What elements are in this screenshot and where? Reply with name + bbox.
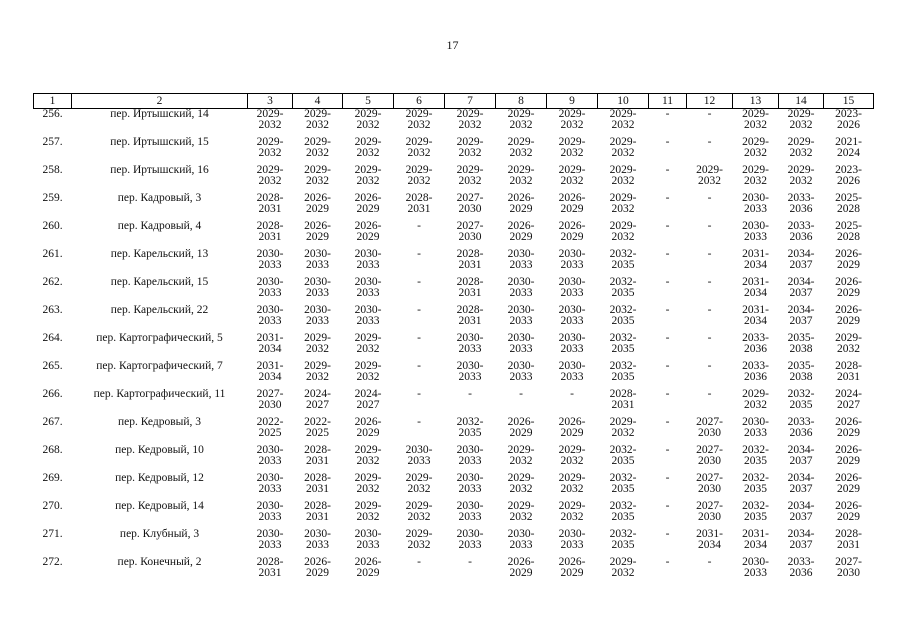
period-cell: 2028- 2031 <box>405 192 433 215</box>
street-address: пер. Кадровый, 3 <box>117 192 202 204</box>
period-cell: - <box>417 248 421 260</box>
period-cell: - <box>570 388 574 400</box>
period-cell: - <box>417 304 421 316</box>
period-cell: - <box>417 388 421 400</box>
period-cell: 2029- 2032 <box>609 556 637 579</box>
period-cell: 2029- 2032 <box>405 500 433 523</box>
period-cell: 2032- 2035 <box>456 416 484 439</box>
period-cell: 2033- 2036 <box>742 360 769 383</box>
period-cell: 2031- 2034 <box>742 528 769 551</box>
street-address: пер. Карельский, 15 <box>110 276 209 288</box>
period-cell: - <box>707 332 712 344</box>
period-cell: 2035- 2038 <box>787 360 815 383</box>
period-cell: - <box>665 304 670 316</box>
period-cell: 2021- 2024 <box>835 136 862 159</box>
period-cell: 2029- 2032 <box>354 136 382 159</box>
table-row <box>34 529 874 557</box>
period-cell: 2034- 2037 <box>787 528 815 551</box>
period-cell: 2030- 2033 <box>304 304 331 327</box>
period-cell: 2032- 2035 <box>609 528 637 551</box>
period-cell: 2030- 2033 <box>742 192 769 215</box>
period-cell: 2034- 2037 <box>787 500 815 523</box>
period-cell: 2033- 2036 <box>787 556 815 579</box>
column-header: 6 <box>394 94 445 109</box>
column-header: 13 <box>733 94 779 109</box>
period-cell: 2029- 2032 <box>304 332 331 355</box>
period-cell: 2029- 2032 <box>354 108 382 131</box>
period-cell: 2029- 2032 <box>354 500 382 523</box>
period-cell: 2023- 2026 <box>835 108 862 131</box>
period-cell: 2029- 2032 <box>787 108 815 131</box>
period-cell: 2031- 2034 <box>742 304 769 327</box>
period-cell: 2032- 2035 <box>609 332 637 355</box>
period-cell: 2033- 2036 <box>787 192 815 215</box>
header-row <box>34 94 874 109</box>
period-cell: - <box>665 332 670 344</box>
period-cell: 2028- 2031 <box>456 248 484 271</box>
period-cell: 2027- 2030 <box>835 556 862 579</box>
period-cell: 2032- 2035 <box>609 360 637 383</box>
period-cell: 2030- 2033 <box>304 528 331 551</box>
period-cell: 2029- 2032 <box>256 108 284 131</box>
street-address: пер. Клубный, 3 <box>119 528 200 540</box>
period-cell: 2030- 2033 <box>456 500 484 523</box>
period-cell: 2026- 2029 <box>835 472 862 495</box>
period-cell: 2030- 2033 <box>456 360 484 383</box>
period-cell: - <box>707 556 712 568</box>
period-cell: 2032- 2035 <box>609 444 637 467</box>
period-cell: 2024- 2027 <box>354 388 382 411</box>
row-number: 256. <box>42 108 63 120</box>
period-cell: 2030- 2033 <box>354 528 382 551</box>
column-header: 10 <box>598 94 649 109</box>
period-cell: 2029- 2032 <box>558 500 586 523</box>
column-header: 5 <box>343 94 394 109</box>
period-cell: - <box>519 388 523 400</box>
period-cell: 2029- 2032 <box>787 164 815 187</box>
period-cell: - <box>417 556 421 568</box>
period-cell: - <box>665 416 670 428</box>
street-address: пер. Кедровый, 10 <box>115 444 204 456</box>
column-header: 8 <box>496 94 547 109</box>
period-cell: 2030- 2033 <box>456 472 484 495</box>
period-cell: 2029- 2032 <box>456 108 484 131</box>
period-cell: 2030- 2033 <box>256 528 284 551</box>
period-cell: 2029- 2032 <box>609 416 637 439</box>
period-cell: 2029- 2032 <box>742 388 769 411</box>
period-cell: 2029- 2032 <box>304 136 331 159</box>
table-body <box>34 109 874 586</box>
street-address: пер. Иртышский, 14 <box>110 108 209 120</box>
row-number: 264. <box>42 332 63 344</box>
period-cell: 2030- 2033 <box>507 276 535 299</box>
table-row <box>34 193 874 221</box>
period-cell: - <box>707 220 712 232</box>
column-header: 12 <box>687 94 733 109</box>
period-cell: 2029- 2032 <box>507 500 535 523</box>
period-cell: 2032- 2035 <box>742 472 769 495</box>
period-cell: 2030- 2033 <box>507 528 535 551</box>
period-cell: - <box>468 388 472 400</box>
period-cell: 2034- 2037 <box>787 444 815 467</box>
period-cell: 2026- 2029 <box>354 416 382 439</box>
period-cell: 2029- 2032 <box>609 136 637 159</box>
period-cell: - <box>665 136 670 148</box>
period-cell: 2031- 2034 <box>742 248 769 271</box>
row-number: 258. <box>42 164 63 176</box>
period-cell: 2028- 2031 <box>304 444 331 467</box>
table-row <box>34 277 874 305</box>
period-cell: - <box>707 304 712 316</box>
period-cell: 2028- 2031 <box>609 388 637 411</box>
period-cell: 2029- 2032 <box>742 164 769 187</box>
period-cell: 2029- 2032 <box>405 528 433 551</box>
street-address: пер. Кедровый, 3 <box>117 416 202 428</box>
street-address: пер. Конечный, 2 <box>117 556 202 568</box>
street-address: пер. Картографический, 5 <box>96 332 223 344</box>
table-row <box>34 137 874 165</box>
period-cell: 2035- 2038 <box>787 332 815 355</box>
period-cell: 2029- 2032 <box>256 136 284 159</box>
table-row <box>34 305 874 333</box>
period-cell: 2024- 2027 <box>304 388 331 411</box>
period-cell: 2028- 2031 <box>256 556 284 579</box>
period-cell: 2034- 2037 <box>787 248 815 271</box>
period-cell: 2026- 2029 <box>507 416 535 439</box>
table-row <box>34 333 874 361</box>
period-cell: - <box>417 416 421 428</box>
period-cell: 2024- 2027 <box>835 388 862 411</box>
row-number: 265. <box>42 360 63 372</box>
column-header: 4 <box>293 94 343 109</box>
street-address: пер. Карельский, 13 <box>110 248 209 260</box>
period-cell: 2033- 2036 <box>742 332 769 355</box>
period-cell: 2030- 2033 <box>456 444 484 467</box>
period-cell: 2026- 2029 <box>304 556 331 579</box>
period-cell: 2025- 2028 <box>835 220 862 243</box>
street-address: пер. Картографический, 11 <box>93 388 226 400</box>
period-cell: 2029- 2032 <box>696 164 723 187</box>
period-cell: 2029- 2032 <box>507 444 535 467</box>
period-cell: 2034- 2037 <box>787 304 815 327</box>
period-cell: - <box>665 276 670 288</box>
row-number: 257. <box>42 136 63 148</box>
table-row <box>34 361 874 389</box>
period-cell: 2029- 2032 <box>304 108 331 131</box>
period-cell: 2029- 2032 <box>609 220 637 243</box>
period-cell: 2029- 2032 <box>558 444 586 467</box>
row-number: 272. <box>42 556 63 568</box>
table-row <box>34 417 874 445</box>
period-cell: 2026- 2029 <box>354 220 382 243</box>
period-cell: 2030- 2033 <box>456 332 484 355</box>
period-cell: 2032- 2035 <box>742 500 769 523</box>
period-cell: 2033- 2036 <box>787 220 815 243</box>
period-cell: - <box>665 248 670 260</box>
page-number: 17 <box>446 38 459 52</box>
period-cell: 2030- 2033 <box>558 248 586 271</box>
schedule-table <box>33 93 874 585</box>
period-cell: 2030- 2033 <box>256 248 284 271</box>
period-cell: - <box>417 332 421 344</box>
period-cell: 2026- 2029 <box>835 416 862 439</box>
period-cell: - <box>707 248 712 260</box>
table-row <box>34 501 874 529</box>
period-cell: 2032- 2035 <box>609 248 637 271</box>
period-cell: - <box>707 108 712 120</box>
period-cell: 2034- 2037 <box>787 472 815 495</box>
street-address: пер. Иртышский, 16 <box>110 164 209 176</box>
period-cell: 2030- 2033 <box>304 276 331 299</box>
row-number: 271. <box>42 528 63 540</box>
period-cell: - <box>665 192 670 204</box>
period-cell: 2026- 2029 <box>507 556 535 579</box>
period-cell: 2028- 2031 <box>304 472 331 495</box>
column-header: 1 <box>34 94 72 109</box>
period-cell: - <box>417 276 421 288</box>
period-cell: 2030- 2033 <box>507 248 535 271</box>
period-cell: - <box>665 164 670 176</box>
period-cell: 2030- 2033 <box>507 304 535 327</box>
period-cell: 2029- 2032 <box>354 444 382 467</box>
period-cell: 2029- 2032 <box>558 164 586 187</box>
period-cell: 2026- 2029 <box>835 248 862 271</box>
period-cell: 2026- 2029 <box>558 556 586 579</box>
street-address: пер. Кедровый, 12 <box>115 472 204 484</box>
street-address: пер. Кадровый, 4 <box>117 220 202 232</box>
period-cell: 2029- 2032 <box>304 164 331 187</box>
column-header: 15 <box>824 94 874 109</box>
column-header: 14 <box>779 94 824 109</box>
period-cell: 2029- 2032 <box>354 472 382 495</box>
period-cell: 2029- 2032 <box>456 136 484 159</box>
period-cell: 2031- 2034 <box>696 528 723 551</box>
period-cell: 2031- 2034 <box>256 332 284 355</box>
period-cell: 2032- 2035 <box>609 472 637 495</box>
period-cell: 2030- 2033 <box>354 304 382 327</box>
period-cell: 2030- 2033 <box>742 556 769 579</box>
row-number: 260. <box>42 220 63 232</box>
period-cell: 2027- 2030 <box>456 192 484 215</box>
period-cell: 2030- 2033 <box>558 360 586 383</box>
period-cell: 2030- 2033 <box>256 276 284 299</box>
period-cell: 2026- 2029 <box>558 220 586 243</box>
period-cell: - <box>707 136 712 148</box>
period-cell: 2028- 2031 <box>456 276 484 299</box>
table-row <box>34 557 874 585</box>
period-cell: 2027- 2030 <box>256 388 284 411</box>
column-header: 3 <box>248 94 293 109</box>
period-cell: 2029- 2032 <box>507 472 535 495</box>
period-cell: 2029- 2032 <box>609 164 637 187</box>
period-cell: 2029- 2032 <box>304 360 331 383</box>
period-cell: 2032- 2035 <box>742 444 769 467</box>
period-cell: 2029- 2032 <box>609 192 637 215</box>
column-header: 7 <box>445 94 496 109</box>
column-header: 9 <box>547 94 598 109</box>
period-cell: - <box>665 472 670 484</box>
row-number: 259. <box>42 192 63 204</box>
period-cell: 2032- 2035 <box>787 388 815 411</box>
period-cell: 2030- 2033 <box>256 304 284 327</box>
period-cell: 2030- 2033 <box>558 528 586 551</box>
row-number: 269. <box>42 472 63 484</box>
period-cell: 2031- 2034 <box>256 360 284 383</box>
street-address: пер. Кедровый, 14 <box>115 500 204 512</box>
period-cell: 2029- 2032 <box>405 136 433 159</box>
column-header: 11 <box>649 94 687 109</box>
period-cell: 2026- 2029 <box>558 416 586 439</box>
period-cell: 2029- 2032 <box>742 108 769 131</box>
period-cell: - <box>665 108 670 120</box>
row-number: 268. <box>42 444 63 456</box>
period-cell: 2028- 2031 <box>456 304 484 327</box>
period-cell: 2029- 2032 <box>405 164 433 187</box>
period-cell: - <box>665 528 670 540</box>
period-cell: 2033- 2036 <box>787 416 815 439</box>
period-cell: 2030- 2033 <box>256 500 284 523</box>
table-row <box>34 473 874 501</box>
street-address: пер. Картографический, 7 <box>96 360 223 372</box>
period-cell: 2027- 2030 <box>696 472 723 495</box>
table-row <box>34 389 874 417</box>
period-cell: 2030- 2033 <box>507 332 535 355</box>
period-cell: 2027- 2030 <box>696 500 723 523</box>
table-row <box>34 109 874 138</box>
period-cell: 2031- 2034 <box>742 276 769 299</box>
table-row <box>34 165 874 193</box>
row-number: 270. <box>42 500 63 512</box>
period-cell: 2022- 2025 <box>256 416 284 439</box>
street-address: пер. Карельский, 22 <box>110 304 209 316</box>
period-cell: 2026- 2029 <box>304 192 331 215</box>
period-cell: 2030- 2033 <box>304 248 331 271</box>
period-cell: 2026- 2029 <box>558 192 586 215</box>
period-cell: 2030- 2033 <box>558 276 586 299</box>
period-cell: 2029- 2032 <box>256 164 284 187</box>
row-number: 262. <box>42 276 63 288</box>
period-cell: 2032- 2035 <box>609 276 637 299</box>
period-cell: 2025- 2028 <box>835 192 862 215</box>
period-cell: 2026- 2029 <box>304 220 331 243</box>
period-cell: 2029- 2032 <box>787 136 815 159</box>
period-cell: 2029- 2032 <box>354 332 382 355</box>
row-number: 267. <box>42 416 63 428</box>
period-cell: 2030- 2033 <box>405 444 433 467</box>
period-cell: - <box>417 360 421 372</box>
period-cell: 2026- 2029 <box>354 192 382 215</box>
period-cell: - <box>665 556 670 568</box>
period-cell: - <box>665 444 670 456</box>
table-row <box>34 221 874 249</box>
period-cell: 2030- 2033 <box>742 220 769 243</box>
table-row <box>34 249 874 277</box>
street-address: пер. Иртышский, 15 <box>110 136 209 148</box>
period-cell: 2023- 2026 <box>835 164 862 187</box>
period-cell: 2022- 2025 <box>304 416 331 439</box>
period-cell: 2026- 2029 <box>507 192 535 215</box>
period-cell: 2030- 2033 <box>456 528 484 551</box>
period-cell: - <box>707 360 712 372</box>
period-cell: 2026- 2029 <box>354 556 382 579</box>
period-cell: - <box>665 500 670 512</box>
period-cell: 2030- 2033 <box>558 332 586 355</box>
period-cell: 2026- 2029 <box>507 220 535 243</box>
table-row <box>34 445 874 473</box>
row-number: 266. <box>42 388 63 400</box>
period-cell: 2029- 2032 <box>405 108 433 131</box>
period-cell: 2028- 2031 <box>835 528 862 551</box>
period-cell: 2029- 2032 <box>354 360 382 383</box>
period-cell: 2028- 2031 <box>256 192 284 215</box>
period-cell: 2029- 2032 <box>456 164 484 187</box>
period-cell: - <box>665 388 670 400</box>
period-cell: 2029- 2032 <box>507 108 535 131</box>
period-cell: 2028- 2031 <box>256 220 284 243</box>
period-cell: 2026- 2029 <box>835 500 862 523</box>
period-cell: 2029- 2032 <box>558 136 586 159</box>
period-cell: 2030- 2033 <box>354 276 382 299</box>
period-cell: - <box>707 276 712 288</box>
period-cell: 2032- 2035 <box>609 304 637 327</box>
period-cell: 2030- 2033 <box>256 444 284 467</box>
period-cell: 2029- 2032 <box>558 108 586 131</box>
period-cell: 2029- 2032 <box>354 164 382 187</box>
period-cell: 2030- 2033 <box>742 416 769 439</box>
period-cell: 2030- 2033 <box>558 304 586 327</box>
period-cell: 2026- 2029 <box>835 304 862 327</box>
period-cell: 2034- 2037 <box>787 276 815 299</box>
row-number: 261. <box>42 248 63 260</box>
period-cell: 2029- 2032 <box>835 332 862 355</box>
period-cell: 2030- 2033 <box>354 248 382 271</box>
period-cell: 2029- 2032 <box>609 108 637 131</box>
period-cell: - <box>417 220 421 232</box>
period-cell: 2029- 2032 <box>558 472 586 495</box>
period-cell: 2029- 2032 <box>405 472 433 495</box>
period-cell: 2026- 2029 <box>835 444 862 467</box>
column-header: 2 <box>72 94 248 109</box>
period-cell: 2028- 2031 <box>835 360 862 383</box>
period-cell: 2030- 2033 <box>507 360 535 383</box>
period-cell: 2028- 2031 <box>304 500 331 523</box>
period-cell: - <box>707 192 712 204</box>
period-cell: 2029- 2032 <box>742 136 769 159</box>
period-cell: - <box>665 360 670 372</box>
period-cell: 2027- 2030 <box>456 220 484 243</box>
period-cell: 2026- 2029 <box>835 276 862 299</box>
period-cell: 2032- 2035 <box>609 500 637 523</box>
period-cell: 2029- 2032 <box>507 136 535 159</box>
period-cell: 2029- 2032 <box>507 164 535 187</box>
period-cell: 2030- 2033 <box>256 472 284 495</box>
period-cell: - <box>707 388 712 400</box>
row-number: 263. <box>42 304 63 316</box>
period-cell: 2027- 2030 <box>696 444 723 467</box>
period-cell: 2027- 2030 <box>696 416 723 439</box>
period-cell: - <box>468 556 472 568</box>
period-cell: - <box>665 220 670 232</box>
